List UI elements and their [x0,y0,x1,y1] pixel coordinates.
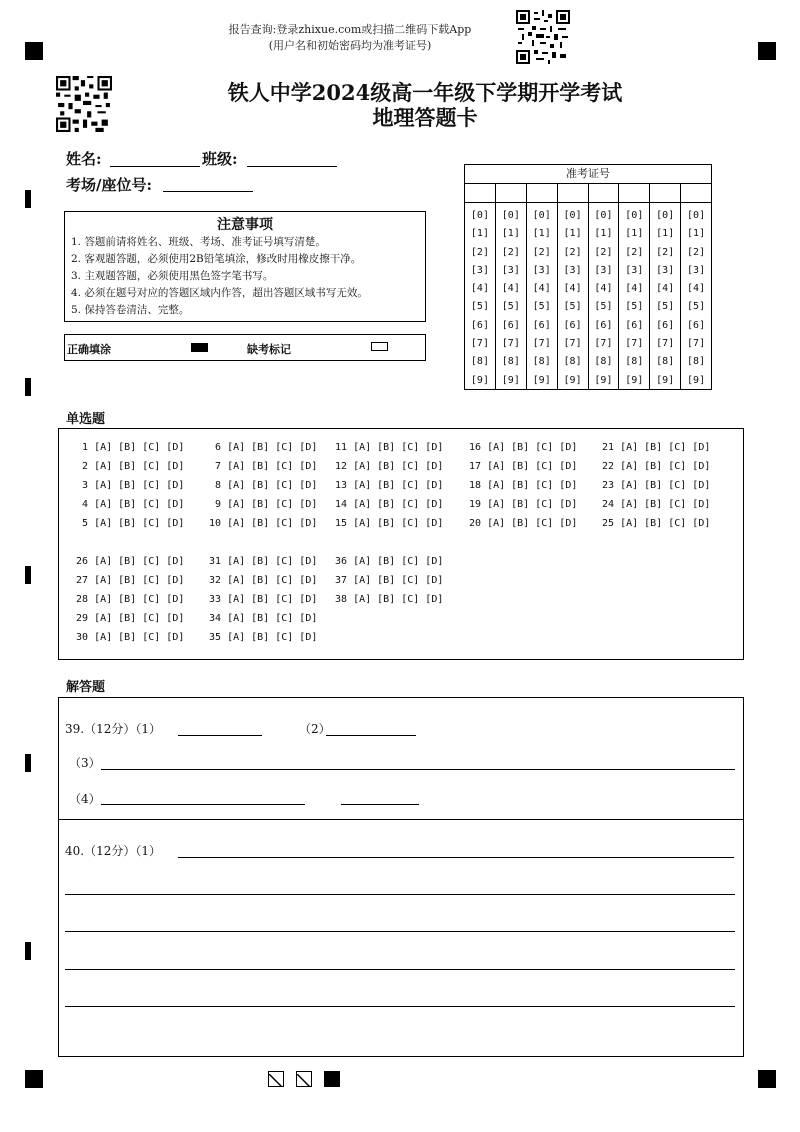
ticket-digit-bubble[interactable]: [2] [501,246,520,258]
q39-part3-label: （3） [69,756,101,770]
ticket-digit-bubble[interactable]: [7] [594,338,613,350]
class-field[interactable] [247,166,337,167]
mc-option-bubbles[interactable]: [A] [B] [C] [D] [353,499,444,510]
ticket-digit-bubble[interactable]: [8] [656,356,675,368]
ticket-digit-bubble[interactable]: [3] [532,264,551,276]
mc-question-number: 26 [76,556,95,567]
mc-option-bubbles[interactable]: [A] [B] [C] [D] [94,556,185,567]
notice-item: 3. 主观题答题，必须使用黑色签字笔书写。 [71,270,274,282]
mc-question-number: 34 [209,613,228,624]
ticket-digit-bubble[interactable]: [2] [625,246,644,258]
filled-mark-example [191,343,208,352]
ticket-digit-column [527,203,558,390]
mc-question-28[interactable] [76,594,184,605]
ticket-digit-bubble[interactable]: [7] [563,338,582,350]
ticket-digit-column [496,203,527,390]
mc-question-12[interactable] [335,461,443,472]
ticket-digit-bubble[interactable]: [4] [563,283,582,295]
ticket-digit-column [558,203,589,390]
mc-question-number: 24 [602,499,621,510]
ticket-digit-bubble[interactable]: [8] [563,356,582,368]
mc-question-number: 9 [209,499,228,510]
mc-question-number: 31 [209,556,228,567]
mc-question-32[interactable] [209,575,317,586]
q40-line[interactable] [178,857,734,858]
mc-question-number: 1 [76,442,95,453]
ticket-title: 准考证号 [465,165,711,184]
mc-question-29[interactable] [76,613,184,624]
mc-option-bubbles[interactable]: [A] [B] [C] [D] [227,461,318,472]
mc-question-10[interactable] [209,518,317,529]
mc-question-15[interactable] [335,518,443,529]
mc-question-number: 30 [76,632,95,643]
q40-line[interactable] [65,969,735,970]
q39-part4-line-a[interactable] [101,804,305,805]
mc-question-number: 16 [469,442,488,453]
ticket-digit-bubble[interactable]: [5] [532,301,551,313]
mc-option-bubbles[interactable]: [A] [B] [C] [D] [227,518,318,529]
answers-section-title: 解答题 [66,680,106,695]
mc-option-bubbles[interactable]: [A] [B] [C] [D] [227,613,318,624]
mc-option-bubbles[interactable]: [A] [B] [C] [D] [487,499,578,510]
ticket-digit-bubble[interactable]: [2] [470,246,489,258]
ticket-digit-bubble[interactable]: [8] [532,356,551,368]
mc-option-bubbles[interactable]: [A] [B] [C] [D] [227,442,318,453]
mc-question-number: 4 [76,499,95,510]
ticket-digit-bubble[interactable]: [8] [594,356,613,368]
ticket-digit-bubble[interactable]: [0] [501,210,520,221]
ticket-digit-bubble[interactable]: [5] [656,301,675,313]
ticket-digit-bubble[interactable]: [0] [656,210,675,221]
mc-option-bubbles[interactable]: [A] [B] [C] [D] [94,499,185,510]
class-label: 班级: [202,150,238,168]
mc-question-20[interactable] [469,518,577,529]
ticket-number-grid [464,164,712,390]
ticket-digit-bubble[interactable]: [3] [687,264,706,276]
ticket-digit-bubble[interactable]: [8] [625,356,644,368]
timing-mark [25,190,31,208]
mc-question-number: 32 [209,575,228,586]
mc-option-bubbles[interactable]: [A] [B] [C] [D] [94,613,185,624]
ticket-digit-columns [465,203,711,390]
corner-mark-top-right [758,42,776,60]
mc-option-bubbles[interactable]: [A] [B] [C] [D] [227,480,318,491]
page-mark-solid [324,1071,340,1087]
mc-question-number: 35 [209,632,228,643]
mc-answer-area [58,428,744,660]
ticket-digit-column [619,203,650,390]
ticket-digit-bubble[interactable]: [7] [656,338,675,350]
mc-section-title: 单选题 [66,412,106,427]
mc-option-bubbles[interactable]: [A] [B] [C] [D] [487,461,578,472]
mc-question-number: 2 [76,461,95,472]
mc-option-bubbles[interactable]: [A] [B] [C] [D] [227,575,318,586]
title-line-1: 铁人中学2024级高一年级下学期开学考试 [227,80,623,105]
qr-code-app-icon[interactable] [516,10,570,64]
mc-question-31[interactable] [209,556,317,567]
mc-question-22[interactable] [602,461,710,472]
mc-question-number: 22 [602,461,621,472]
mc-option-bubbles[interactable]: [A] [B] [C] [D] [487,480,578,491]
mc-question-17[interactable] [469,461,577,472]
correct-fill-label: 正确填涂 [67,343,111,356]
mc-question-number: 7 [209,461,228,472]
absent-mark-label: 缺考标记 [247,343,291,356]
ticket-digit-bubble[interactable]: [5] [625,301,644,313]
ticket-digit-bubble[interactable]: [4] [532,283,551,295]
corner-mark-top-left [25,42,43,60]
ticket-digit-bubble[interactable]: [4] [687,283,706,295]
ticket-digit-bubble[interactable]: [4] [656,283,675,295]
mc-question-37[interactable] [335,575,443,586]
ticket-digit-bubble[interactable]: [5] [594,301,613,313]
timing-mark [25,378,31,396]
mc-question-3[interactable] [76,480,184,491]
timing-mark [25,566,31,584]
mc-question-5[interactable] [76,518,184,529]
mc-question-18[interactable] [469,480,577,491]
mc-option-bubbles[interactable]: [A] [B] [C] [D] [94,480,185,491]
ticket-digit-bubble[interactable]: [7] [532,338,551,350]
mc-question-number: 15 [335,518,354,529]
q39-part4-line-b[interactable] [341,804,419,805]
ticket-digit-bubble[interactable]: [1] [563,228,582,240]
mc-question-number: 28 [76,594,95,605]
report-info [180,22,520,54]
mc-question-36[interactable] [335,556,443,567]
notice-item: 4. 必须在题号对应的答题区域内作答，超出答题区域书写无效。 [71,287,368,299]
mc-question-number: 25 [602,518,621,529]
ticket-digit-column [465,203,496,390]
mc-question-23[interactable] [602,480,710,491]
mc-question-38[interactable] [335,594,443,605]
mc-question-number: 18 [469,480,488,491]
ticket-digit-bubble[interactable]: [9] [625,374,644,386]
mc-question-number: 10 [209,518,228,529]
ticket-digit-bubble[interactable]: [4] [625,283,644,295]
ticket-digit-bubble[interactable]: [2] [532,246,551,258]
mc-question-number: 14 [335,499,354,510]
notice-item: 1. 答题前请将姓名、班级、考场、准考证号填写清楚。 [71,236,326,248]
mc-option-bubbles[interactable]: [A] [B] [C] [D] [227,594,318,605]
room-seat-label: 考场/座位号: [66,176,153,194]
ticket-digit-bubble[interactable]: [2] [656,246,675,258]
ticket-digit-bubble[interactable]: [9] [563,374,582,386]
mc-option-bubbles[interactable]: [A] [B] [C] [D] [620,480,711,491]
ticket-digit-bubble[interactable]: [5] [687,301,706,313]
q40-label: 40.（12分）（1） [65,844,161,858]
mc-question-number: 19 [469,499,488,510]
ticket-digit-bubble[interactable]: [9] [687,374,706,386]
ticket-digit-bubble[interactable]: [3] [470,264,489,276]
mc-question-number: 37 [335,575,354,586]
mc-option-bubbles[interactable]: [A] [B] [C] [D] [94,632,185,643]
ticket-digit-bubble[interactable]: [5] [563,301,582,313]
notice-box [64,211,426,322]
ticket-digit-bubble[interactable]: [7] [501,338,520,350]
mc-option-bubbles[interactable]: [A] [B] [C] [D] [353,461,444,472]
mc-question-number: 38 [335,594,354,605]
q40-answer-box [58,818,744,1057]
mc-question-26[interactable] [76,556,184,567]
ticket-digit-bubble[interactable]: [2] [687,246,706,258]
mc-question-13[interactable] [335,480,443,491]
mc-question-6[interactable] [209,442,317,453]
notice-item: 5. 保持答卷清洁、完整。 [71,304,190,316]
ticket-digit-bubble[interactable]: [5] [501,301,520,313]
mc-option-bubbles[interactable]: [A] [B] [C] [D] [353,594,444,605]
ticket-digit-column [650,203,681,390]
mc-option-bubbles[interactable]: [A] [B] [C] [D] [353,442,444,453]
ticket-write-cell[interactable] [589,184,620,202]
name-field[interactable] [110,166,200,167]
q39-answer-box [58,697,744,820]
mc-option-bubbles[interactable]: [A] [B] [C] [D] [620,499,711,510]
mc-question-8[interactable] [209,480,317,491]
ticket-write-cell[interactable] [681,184,711,202]
q40-line[interactable] [65,1006,735,1007]
ticket-digit-bubble[interactable]: [6] [532,319,551,331]
mc-question-number: 23 [602,480,621,491]
mc-option-bubbles[interactable]: [A] [B] [C] [D] [353,480,444,491]
mc-question-number: 11 [335,442,354,453]
ticket-digit-bubble[interactable]: [8] [501,356,520,368]
mc-option-bubbles[interactable]: [A] [B] [C] [D] [227,499,318,510]
mc-option-bubbles[interactable]: [A] [B] [C] [D] [353,556,444,567]
notice-title: 注意事项 [217,217,273,233]
mc-question-number: 8 [209,480,228,491]
page-mark-hatched-icon [268,1071,284,1087]
mc-option-bubbles[interactable]: [A] [B] [C] [D] [94,575,185,586]
ticket-digit-bubble[interactable]: [6] [501,319,520,331]
ticket-digit-bubble[interactable]: [1] [532,228,551,240]
ticket-digit-bubble[interactable]: [1] [625,228,644,240]
ticket-digit-bubble[interactable]: [9] [532,374,551,386]
ticket-digit-bubble[interactable]: [1] [656,228,675,240]
mc-question-number: 29 [76,613,95,624]
ticket-digit-bubble[interactable]: [4] [470,283,489,295]
mc-option-bubbles[interactable]: [A] [B] [C] [D] [94,442,185,453]
q39-part2-label: （2） [299,722,331,736]
ticket-digit-bubble[interactable]: [4] [594,283,613,295]
exam-title [150,80,700,130]
mc-question-11[interactable] [335,442,443,453]
ticket-digit-bubble[interactable]: [6] [656,319,675,331]
mc-question-35[interactable] [209,632,317,643]
ticket-write-cell[interactable] [527,184,558,202]
report-line-1: 报告查询:登录zhixue.com或扫描二维码下载App [228,23,472,36]
ticket-digit-bubble[interactable]: [1] [501,228,520,240]
ticket-digit-bubble[interactable]: [0] [687,210,706,221]
room-seat-field[interactable] [163,191,253,192]
title-line-2: 地理答题卡 [372,105,478,130]
mc-option-bubbles[interactable]: [A] [B] [C] [D] [227,632,318,643]
timing-mark [25,942,31,960]
mc-option-bubbles[interactable]: [A] [B] [C] [D] [353,575,444,586]
mc-question-21[interactable] [602,442,710,453]
mc-option-bubbles[interactable]: [A] [B] [C] [D] [620,518,711,529]
ticket-digit-bubble[interactable]: [6] [625,319,644,331]
mc-question-number: 20 [469,518,488,529]
ticket-digit-bubble[interactable]: [3] [594,264,613,276]
ticket-digit-bubble[interactable]: [9] [656,374,675,386]
corner-mark-bottom-left [25,1070,43,1088]
ticket-write-cell[interactable] [650,184,681,202]
ticket-digit-bubble[interactable]: [9] [501,374,520,386]
ticket-digit-bubble[interactable]: [1] [687,228,706,240]
mc-option-bubbles[interactable]: [A] [B] [C] [D] [487,518,578,529]
mc-question-4[interactable] [76,499,184,510]
mc-question-7[interactable] [209,461,317,472]
ticket-digit-bubble[interactable]: [6] [594,319,613,331]
mc-question-24[interactable] [602,499,710,510]
ticket-digit-bubble[interactable]: [3] [625,264,644,276]
q39-part3-line[interactable] [101,769,735,770]
ticket-write-cell[interactable] [558,184,589,202]
mc-question-1[interactable] [76,442,184,453]
mc-option-bubbles[interactable]: [A] [B] [C] [D] [94,518,185,529]
ticket-digit-bubble[interactable]: [0] [470,210,489,221]
ticket-digit-bubble[interactable]: [6] [687,319,706,331]
q40-line[interactable] [65,894,735,895]
ticket-digit-bubble[interactable]: [0] [594,210,613,221]
ticket-digit-bubble[interactable]: [0] [625,210,644,221]
ticket-digit-bubble[interactable]: [2] [563,246,582,258]
ticket-digit-bubble[interactable]: [7] [470,338,489,350]
mc-question-number: 3 [76,480,95,491]
absent-mark-checkbox[interactable] [371,342,388,351]
ticket-digit-bubble[interactable]: [8] [687,356,706,368]
ticket-digit-bubble[interactable]: [5] [470,301,489,313]
mc-question-19[interactable] [469,499,577,510]
mc-option-bubbles[interactable]: [A] [B] [C] [D] [620,442,711,453]
mc-option-bubbles[interactable]: [A] [B] [C] [D] [353,518,444,529]
q39-part2-line[interactable] [326,735,416,736]
ticket-write-row [465,184,711,203]
ticket-write-cell[interactable] [619,184,650,202]
corner-mark-bottom-right [758,1070,776,1088]
mc-question-number: 33 [209,594,228,605]
ticket-digit-bubble[interactable]: [1] [470,228,489,240]
ticket-digit-bubble[interactable]: [4] [501,283,520,295]
ticket-digit-bubble[interactable]: [9] [470,374,489,386]
q39-part1-line[interactable] [178,735,262,736]
report-line-2: (用户名和初始密码均为准考证号) [268,39,432,52]
mc-option-bubbles[interactable]: [A] [B] [C] [D] [227,556,318,567]
mc-question-number: 12 [335,461,354,472]
mc-question-33[interactable] [209,594,317,605]
notice-item: 2. 客观题答题，必须使用2B铅笔填涂，修改时用橡皮擦干净。 [71,253,362,265]
q39-part4-label: （4） [69,792,101,806]
ticket-digit-bubble[interactable]: [7] [687,338,706,350]
mc-question-number: 13 [335,480,354,491]
name-label: 姓名: [66,150,102,168]
q40-line[interactable] [65,931,735,932]
q39-label: 39.（12分）（1） [65,722,161,736]
ticket-write-cell[interactable] [496,184,527,202]
mc-question-2[interactable] [76,461,184,472]
mc-question-number: 6 [209,442,228,453]
page-mark-hatched-icon [296,1071,312,1087]
ticket-digit-bubble[interactable]: [8] [470,356,489,368]
mc-question-14[interactable] [335,499,443,510]
ticket-digit-bubble[interactable]: [3] [501,264,520,276]
ticket-digit-bubble[interactable]: [0] [532,210,551,221]
mc-question-9[interactable] [209,499,317,510]
ticket-digit-bubble[interactable]: [6] [563,319,582,331]
ticket-digit-bubble[interactable]: [7] [625,338,644,350]
ticket-digit-bubble[interactable]: [3] [656,264,675,276]
mc-question-number: 5 [76,518,95,529]
mc-question-number: 27 [76,575,95,586]
mc-question-27[interactable] [76,575,184,586]
ticket-digit-bubble[interactable]: [0] [563,210,582,221]
timing-mark [25,754,31,772]
ticket-digit-bubble[interactable]: [9] [594,374,613,386]
mc-question-25[interactable] [602,518,710,529]
mc-question-number: 36 [335,556,354,567]
fill-example-box [64,334,426,361]
mc-option-bubbles[interactable]: [A] [B] [C] [D] [94,461,185,472]
ticket-digit-bubble[interactable]: [1] [594,228,613,240]
mc-option-bubbles[interactable]: [A] [B] [C] [D] [94,594,185,605]
mc-option-bubbles[interactable]: [A] [B] [C] [D] [620,461,711,472]
mc-question-16[interactable] [469,442,577,453]
ticket-digit-bubble[interactable]: [2] [594,246,613,258]
mc-question-34[interactable] [209,613,317,624]
mc-question-number: 17 [469,461,488,472]
ticket-digit-column [589,203,620,390]
mc-option-bubbles[interactable]: [A] [B] [C] [D] [487,442,578,453]
ticket-digit-column [681,203,711,390]
ticket-digit-bubble[interactable]: [6] [470,319,489,331]
mc-question-number: 21 [602,442,621,453]
ticket-digit-bubble[interactable]: [3] [563,264,582,276]
mc-question-30[interactable] [76,632,184,643]
qr-code-student-icon [56,76,112,132]
ticket-write-cell[interactable] [465,184,496,202]
